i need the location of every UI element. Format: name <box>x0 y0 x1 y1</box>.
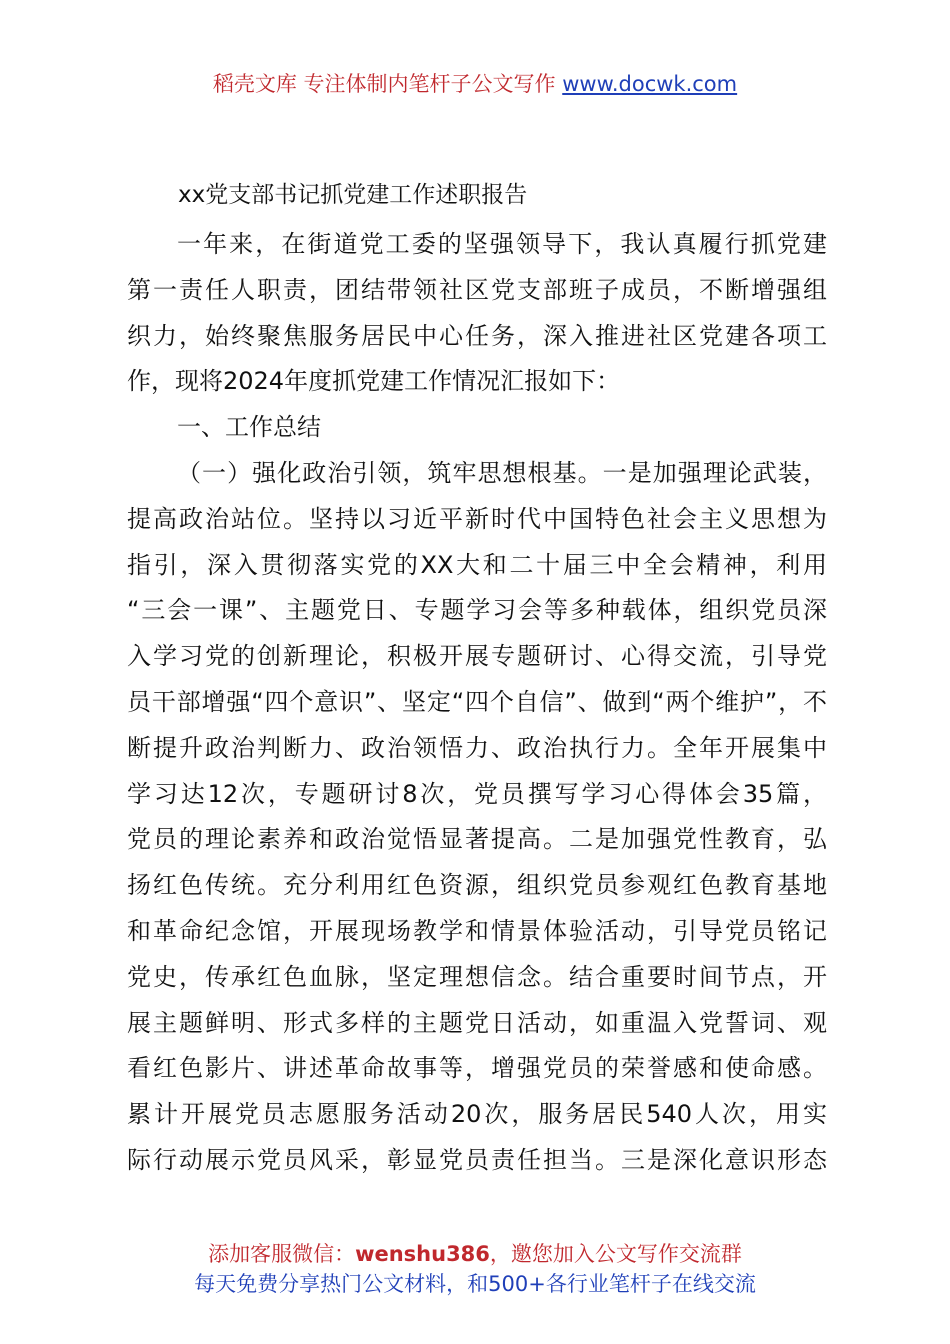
body-line: 扬红色传统。充分利用红色资源，组织党员参观红色教育基地 <box>127 871 827 900</box>
document-title: xx党支部书记抓党建工作述职报告 <box>178 182 528 208</box>
body-line: 累计开展党员志愿服务活动20次，服务居民540人次，用实 <box>127 1100 827 1129</box>
header-brand: 稻壳文库 专注体制内笔杆子公文写作 <box>212 72 556 96</box>
body-line: 一年来，在街道党工委的坚强领导下，我认真履行抓党建 <box>177 230 827 258</box>
body-line: 看红色影片、讲述革命故事等，增强党员的荣誉感和使命感。 <box>127 1054 827 1083</box>
body-line: 织力，始终聚焦服务居民中心任务，深入推进社区党建各项工 <box>127 321 827 350</box>
footer-line-share: 每天免费分享热门公文材料，和500+各行业笔杆子在线交流 <box>194 1272 756 1296</box>
body-line: 断提升政治判断力、政治领悟力、政治执行力。全年开展集中 <box>127 733 827 762</box>
body-line: （一）强化政治引领，筑牢思想根基。一是加强理论武装， <box>177 458 827 487</box>
body-line: 学习达12次，专题研讨8次，党员撰写学习心得体会35篇， <box>127 779 827 808</box>
body-line: 员干部增强“四个意识”、坚定“四个自信”、做到“两个维护”，不 <box>127 687 827 716</box>
body-line: 党员的理论素养和政治觉悟显著提高。二是加强党性教育，弘 <box>127 825 827 854</box>
body-line: 作，现将2024年度抓党建工作情况汇报如下： <box>127 367 621 396</box>
body-line: 展主题鲜明、形式多样的主题党日活动，如重温入党誓词、观 <box>127 1008 827 1037</box>
body-line: 指引，深入贯彻落实党的XX大和二十届三中全会精神，利用 <box>127 550 827 579</box>
footer-wechat-prefix: 添加客服微信： <box>208 1242 356 1266</box>
body-line: 际行动展示党员风采，彰显党员责任担当。三是深化意识形态 <box>127 1145 827 1174</box>
body-line: 提高政治站位。坚持以习近平新时代中国特色社会主义思想为 <box>127 504 827 533</box>
body-line: 党史，传承红色血脉，坚定理想信念。结合重要时间节点，开 <box>127 962 827 991</box>
footer-wechat-suffix: ，邀您加入公文写作交流群 <box>489 1242 742 1266</box>
page-footer <box>0 1239 950 1299</box>
body-line: “三会一课”、主题党日、专题学习会等多种载体，组织党员深 <box>127 596 827 625</box>
header-url-link[interactable]: www.docwk.com <box>562 72 738 96</box>
page-header <box>0 68 950 100</box>
document-body <box>127 222 827 1184</box>
body-line: 和革命纪念馆，开展现场教学和情景体验活动，引导党员铭记 <box>127 916 827 945</box>
footer-line-wechat <box>0 1239 950 1269</box>
section-heading: 一、工作总结 <box>177 413 321 442</box>
body-line: 第一责任人职责，团结带领社区党支部班子成员，不断增强组 <box>127 275 827 304</box>
footer-wechat-id: wenshu386 <box>355 1242 490 1266</box>
body-line: 入学习党的创新理论，积极开展专题研讨、心得交流，引导党 <box>127 642 827 671</box>
